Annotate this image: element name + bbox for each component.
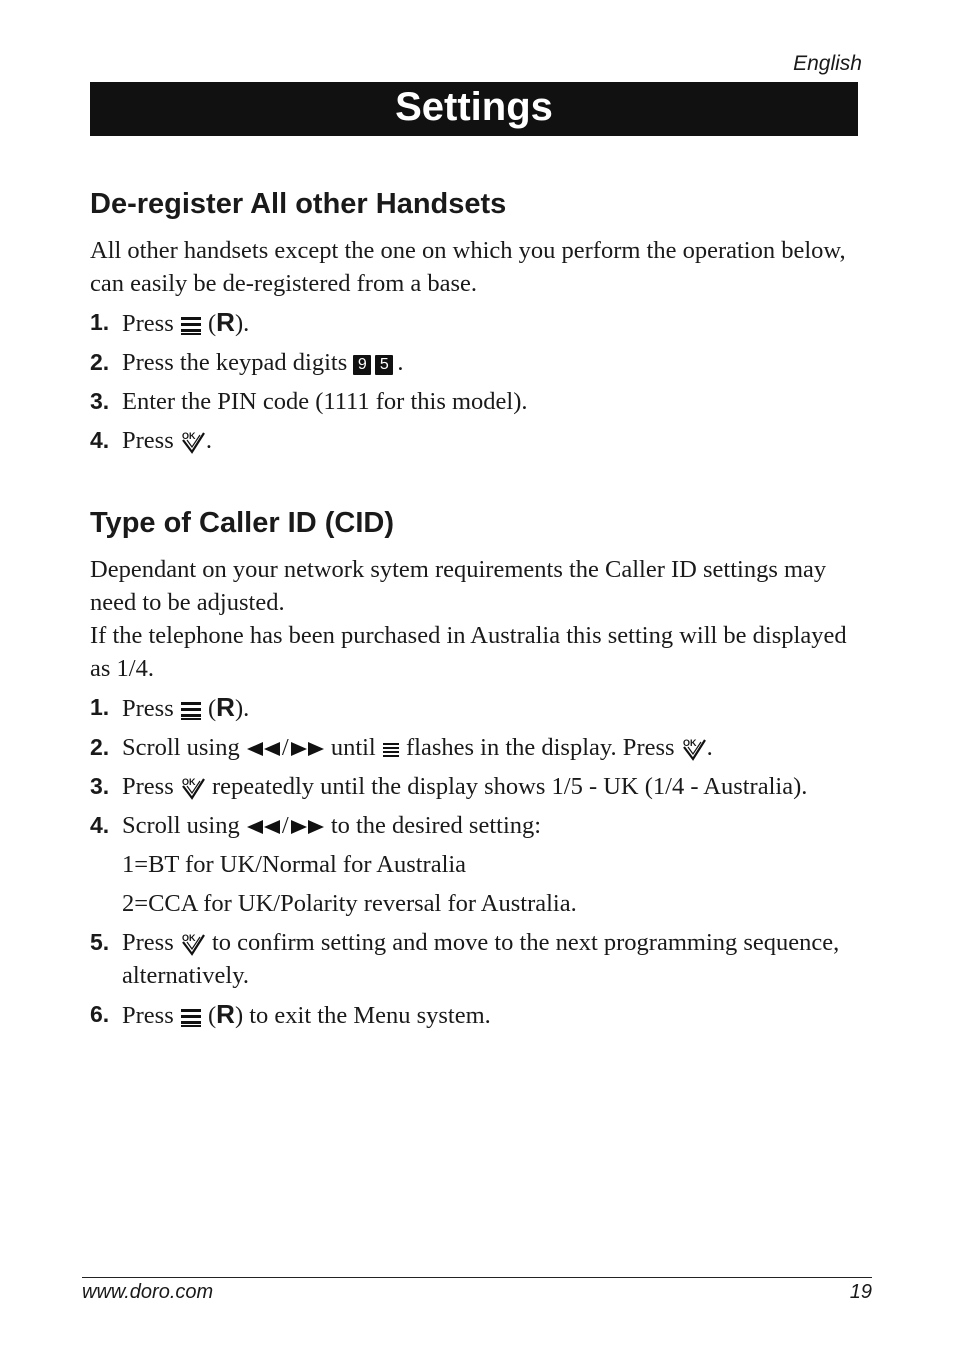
keypad-digit-5-icon: 5	[375, 355, 393, 375]
menu-icon	[180, 699, 202, 721]
step-text: until	[330, 734, 376, 761]
ok-icon	[180, 776, 206, 800]
section-intro: All other handsets except the one on which you perform the operation below, can easily be de-registered from a base.	[90, 237, 846, 297]
step-text: Press	[122, 427, 174, 454]
language-label: English	[793, 52, 862, 75]
step-text: Press	[122, 1002, 174, 1029]
keypad-digit-9-icon: 9	[353, 355, 371, 375]
section-intro: Dependant on your network sytem requirements the Caller ID settings may need to be adjusted.	[90, 556, 827, 616]
step-item	[90, 385, 860, 418]
step-text: Press	[122, 310, 174, 337]
step-text: ) to exit the Menu system.	[234, 1002, 491, 1029]
ok-icon	[180, 430, 206, 454]
step-number: 3.	[90, 388, 110, 414]
step-text: Press	[122, 773, 174, 800]
step-item: 1. Press (R).	[90, 307, 250, 337]
ok-icon	[180, 932, 206, 956]
step-text: ).	[234, 310, 250, 337]
step-item: 4. Scroll using / to the desired setting:	[90, 809, 860, 842]
step-number: 4.	[90, 812, 110, 838]
section-intro: If the telephone has been purchased in Australia this setting will be displayed as 1/4.	[90, 622, 847, 682]
page-number: 19	[849, 1281, 872, 1303]
step-text: Press	[122, 929, 174, 956]
scroll-left-icon	[246, 740, 282, 758]
step-text: to confirm setting and move to the next programming sequence, alternatively.	[122, 929, 840, 989]
step-item	[90, 346, 860, 379]
ok-icon	[681, 737, 707, 761]
footer-url: www.doro.com	[82, 1281, 214, 1303]
step-number: 5.	[90, 929, 110, 955]
step-text: .	[706, 734, 713, 761]
step-text: repeatedly until the display shows 1/5 - UK (1/4 - Australia).	[211, 773, 808, 800]
svg-text:OK: OK	[181, 431, 196, 442]
section-heading-caller-id: Type of Caller ID (CID)	[90, 507, 394, 539]
scroll-left-icon	[246, 818, 282, 836]
step-item	[90, 424, 860, 457]
menu-icon	[382, 740, 400, 758]
footer-divider	[82, 1277, 872, 1278]
step-text: to the desired setting:	[330, 812, 542, 839]
step-number: 4.	[90, 427, 110, 453]
page-title: Settings	[90, 82, 858, 136]
step-number: 3.	[90, 773, 110, 799]
scroll-right-icon	[289, 818, 325, 836]
step-item	[90, 770, 860, 803]
step-number: 1.	[90, 309, 110, 335]
scroll-right-icon	[289, 740, 325, 758]
step-number: 2.	[90, 734, 110, 760]
step-item: 1. Press (R).	[90, 692, 250, 722]
step-text: ).	[234, 695, 250, 722]
step-item	[90, 926, 860, 992]
step-text: Scroll using	[122, 734, 240, 761]
svg-text:OK: OK	[181, 777, 196, 788]
step-text: Press	[122, 695, 174, 722]
step-list	[90, 306, 860, 457]
r-key-icon: R	[216, 692, 235, 722]
step-list	[90, 691, 860, 1032]
menu-icon	[180, 314, 202, 336]
step-text: Enter the PIN code (1111 for this model).	[122, 388, 528, 415]
setting-option: 2=CCA for UK/Polarity reversal for Australia.	[122, 890, 577, 917]
svg-text:OK: OK	[682, 738, 697, 749]
step-text: .	[397, 349, 404, 376]
setting-option: 1=BT for UK/Normal for Australia	[122, 851, 467, 878]
step-text: Scroll using	[122, 812, 240, 839]
menu-icon	[180, 1006, 202, 1028]
page-content	[90, 184, 860, 1038]
r-key-icon: R	[216, 307, 235, 337]
step-text: Press the keypad digits	[122, 349, 348, 376]
section-heading-deregister: De-register All other Handsets	[90, 188, 507, 220]
step-number: 6.	[90, 1001, 110, 1027]
r-key-icon: R	[216, 999, 235, 1029]
step-item: 2. Scroll using / until flashes in the display. Press OK .	[90, 731, 860, 764]
step-text: flashes in the display. Press	[405, 734, 675, 761]
svg-text:OK: OK	[181, 933, 196, 944]
step-number: 2.	[90, 349, 110, 375]
step-item: 6. Press (R) to exit the Menu system.	[90, 999, 491, 1029]
step-number: 1.	[90, 694, 110, 720]
step-text: .	[205, 427, 212, 454]
